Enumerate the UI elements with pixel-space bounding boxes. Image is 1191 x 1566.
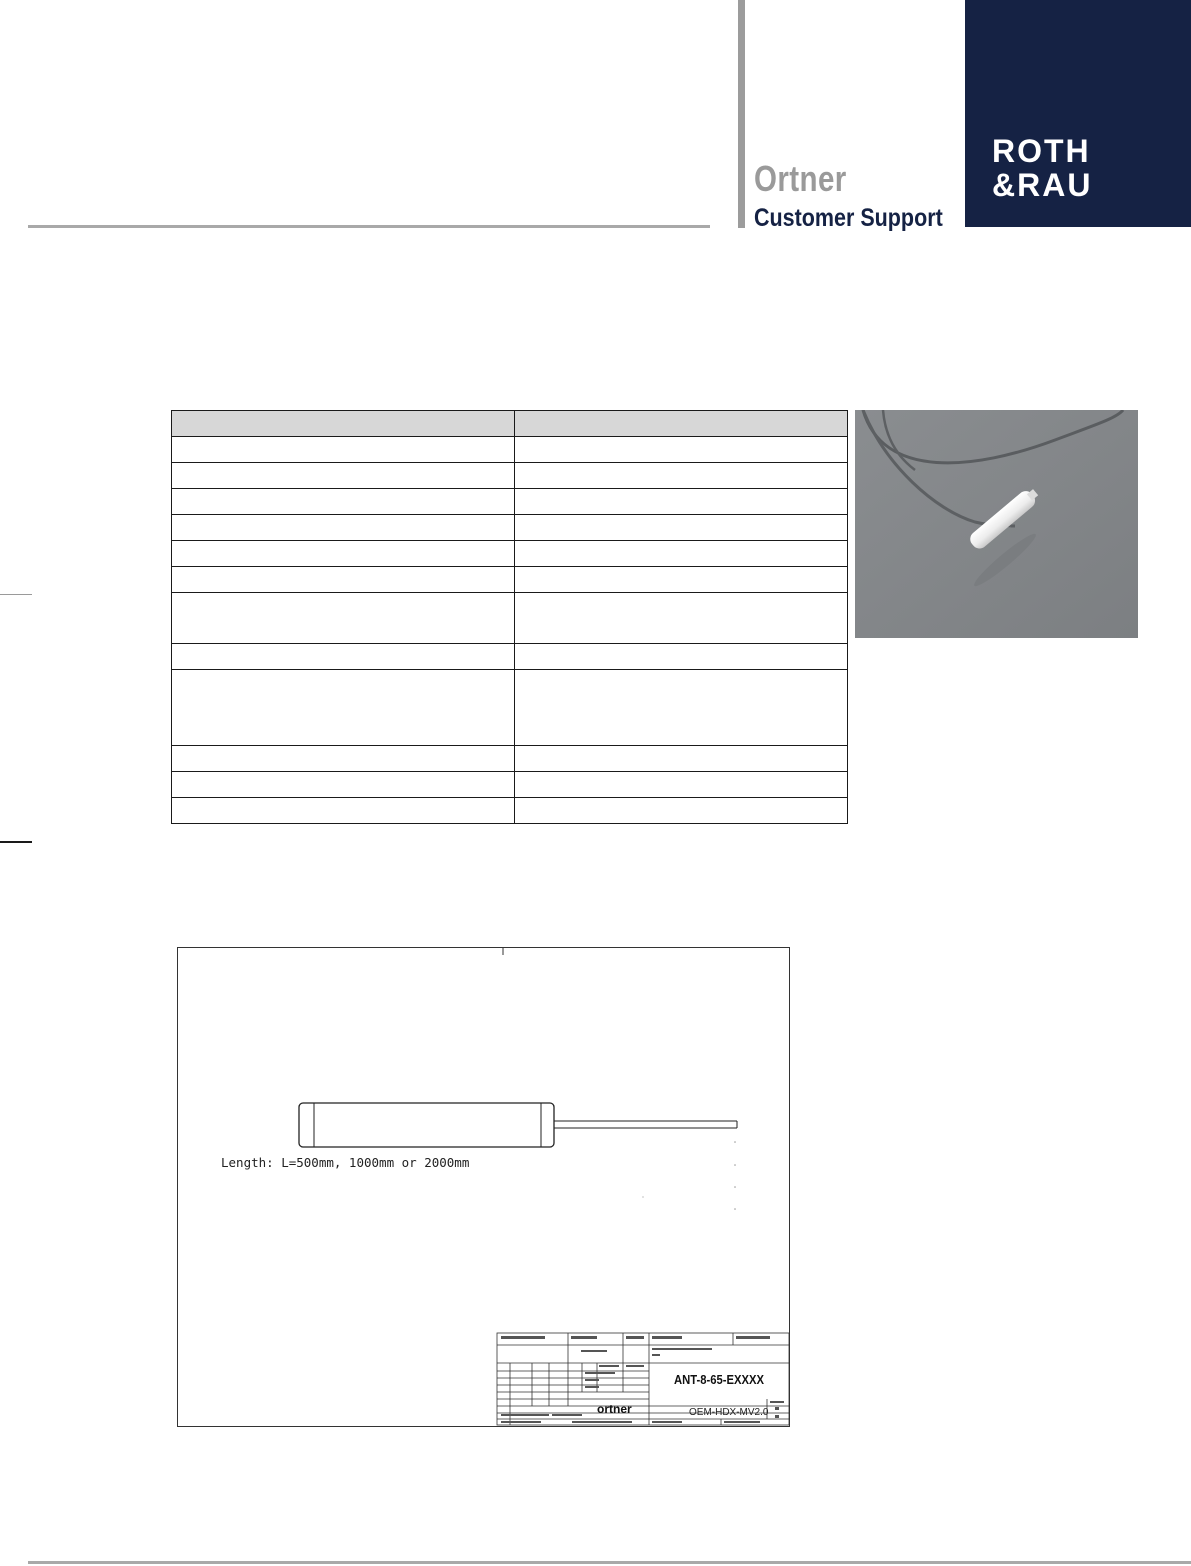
margin-mark [0,841,32,843]
table-cell [515,437,848,463]
brand-ortner: Ortner [754,158,847,199]
table-cell [515,463,848,489]
logo-line-2: &RAU [992,167,1093,203]
table-cell [172,411,515,437]
header-divider [738,0,745,228]
table-row [172,772,848,798]
table-cell [172,463,515,489]
table-cell [515,644,848,670]
roth-rau-logo [965,0,1191,227]
table-cell [172,541,515,567]
table-cell [515,489,848,515]
header-rule [28,225,710,228]
table-header-row [172,411,848,437]
table-row [172,670,848,746]
table-row [172,644,848,670]
table-cell [515,515,848,541]
spec-table [171,410,848,824]
table-cell [172,670,515,746]
document-number: OEM-HDX-MV2.0 [689,1407,769,1418]
technical-drawing [177,947,790,1427]
footer-rule [28,1561,1191,1564]
table-cell [172,593,515,644]
table-row [172,541,848,567]
title-block-brand: ortner [597,1402,632,1416]
table-cell [515,670,848,746]
table-cell [515,798,848,824]
table-row [172,437,848,463]
length-note: Length: L=500mm, 1000mm or 2000mm [221,1155,470,1170]
antenna-probe-photo [855,410,1138,638]
table-row [172,593,848,644]
table-cell [172,567,515,593]
table-cell [172,798,515,824]
table-cell [172,515,515,541]
table-row [172,489,848,515]
table-cell [515,541,848,567]
table-row [172,515,848,541]
brand-customer-support: Customer Support [754,204,943,232]
table-cell [515,593,848,644]
table-row [172,746,848,772]
table-cell [515,746,848,772]
table-cell [172,437,515,463]
drawing-sheet [177,947,790,1427]
table-cell [515,772,848,798]
margin-mark [0,594,32,595]
table-cell [172,772,515,798]
table-cell [172,644,515,670]
table-cell [515,567,848,593]
table-cell [172,489,515,515]
table-cell [172,746,515,772]
table-row [172,798,848,824]
logo-line-1: ROTH [992,133,1091,169]
part-number: ANT-8-65-EXXXX [674,1373,765,1387]
table-cell [515,411,848,437]
table-row [172,463,848,489]
table-row [172,567,848,593]
